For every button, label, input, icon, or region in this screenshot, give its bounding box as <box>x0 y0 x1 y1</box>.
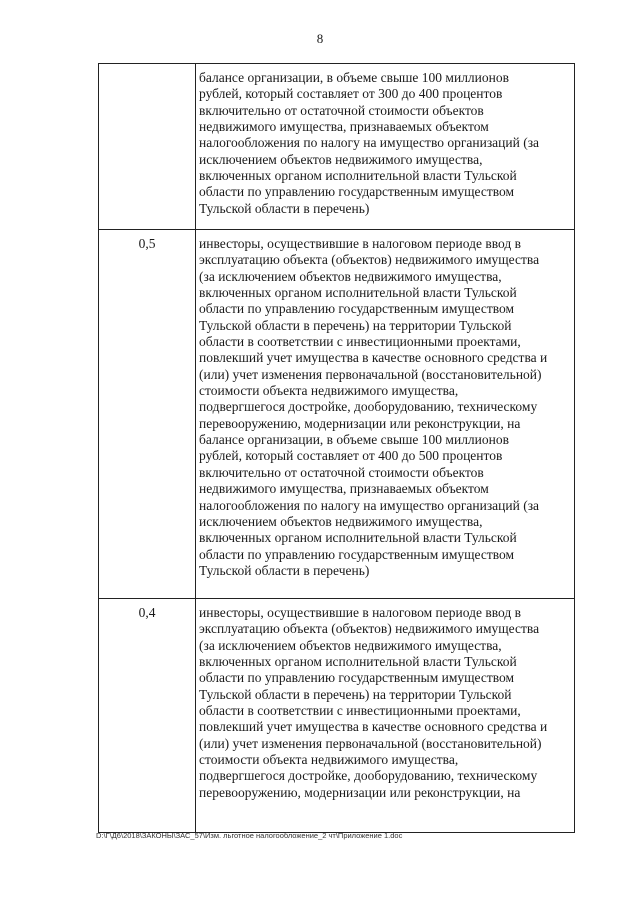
text-line: недвижимого имущества, признаваемых объектом <box>199 481 489 497</box>
text-line: включенных органом исполнительной власти Тульской <box>199 168 517 184</box>
description-cell <box>196 230 574 598</box>
text-line: подвергшегося достройке, дооборудованию, техническому <box>199 399 538 415</box>
text-line: области в соответствии с инвестиционными проектами, <box>199 703 521 719</box>
text-line: налогообложения по налогу на имущество организаций (за <box>199 135 540 151</box>
text-line: инвесторы, осуществившие в налоговом периоде ввод в <box>199 236 521 251</box>
text-line: области по управлению государственным имуществом <box>199 301 515 317</box>
text-line: исключением объектов недвижимого имущества, <box>199 513 483 529</box>
text-line: повлекший учет имущества в качестве основного средства и <box>199 719 548 735</box>
text-line: эксплуатацию объекта (объектов) недвижимого имущества <box>199 252 540 268</box>
text-line: (или) учет изменения первоначальной (восстановительной) <box>199 366 542 382</box>
text-line: налогообложения по налогу на имущество организаций (за <box>199 497 540 513</box>
text-line: (за исключением объектов недвижимого имущества, <box>199 637 502 653</box>
rate-cell: 0,4 <box>99 599 196 832</box>
text-line: недвижимого имущества, признаваемых объектом <box>199 119 489 135</box>
text-line: стоимости объекта недвижимого имущества, <box>199 383 459 399</box>
rate-cell <box>99 64 196 229</box>
text-line: перевооружению, модернизации или реконструкции, на <box>199 784 521 800</box>
text-line: Тульской области в перечень) <box>199 200 370 216</box>
text-line: балансе организации, в объеме свыше 100 миллионов <box>199 432 509 448</box>
text-line: исключением объектов недвижимого имущества, <box>199 151 483 167</box>
text-line: инвесторы, осуществившие в налоговом периоде ввод в <box>199 605 521 620</box>
description-cell <box>196 599 574 832</box>
text-line: повлекший учет имущества в качестве основного средства и <box>199 350 548 366</box>
text-line: включенных органом исполнительной власти Тульской <box>199 654 517 670</box>
text-line: включительно от остаточной стоимости объектов <box>199 102 484 118</box>
table-row <box>99 229 574 598</box>
table-row <box>99 64 574 229</box>
text-line: (или) учет изменения первоначальной (восстановительной) <box>199 735 542 751</box>
text-line: подвергшегося достройке, дооборудованию, техническому <box>199 768 538 784</box>
text-line: Тульской области в перечень) на территории Тульской <box>199 317 512 333</box>
text-line: области по управлению государственным имуществом <box>199 184 515 200</box>
text-line: перевооружению, модернизации или реконструкции, на <box>199 415 521 431</box>
text-line: рублей, который составляет от 400 до 500 процентов <box>199 448 503 464</box>
text-line: стоимости объекта недвижимого имущества, <box>199 752 459 768</box>
text-line: эксплуатацию объекта (объектов) недвижимого имущества <box>199 621 540 637</box>
text-line: Тульской области в перечень) на территории Тульской <box>199 686 512 702</box>
text-line: (за исключением объектов недвижимого имущества, <box>199 268 502 284</box>
rate-cell: 0,5 <box>99 230 196 598</box>
text-line: рублей, который составляет от 300 до 400 процентов <box>199 86 503 102</box>
text-line: включенных органом исполнительной власти Тульской <box>199 285 517 301</box>
text-line: включенных органом исполнительной власти Тульской <box>199 530 517 546</box>
text-line: области в соответствии с инвестиционными проектами, <box>199 334 521 350</box>
text-line: включительно от остаточной стоимости объектов <box>199 464 484 480</box>
table-row <box>99 598 574 832</box>
text-line: Тульской области в перечень) <box>199 562 370 578</box>
text-line: области по управлению государственным имуществом <box>199 670 515 686</box>
page-number: 8 <box>316 31 324 46</box>
file-path-footer: D:\Г\Д6\2018\ЗАКОНЫ\ЗАС_57\Изм. льготное налогообложение_2 чт\Приложение 1.doc <box>96 831 403 840</box>
description-cell <box>196 64 574 229</box>
text-line: балансе организации, в объеме свыше 100 миллионов <box>199 70 509 85</box>
rates-table <box>98 63 575 833</box>
text-line: области по управлению государственным имуществом <box>199 546 515 562</box>
